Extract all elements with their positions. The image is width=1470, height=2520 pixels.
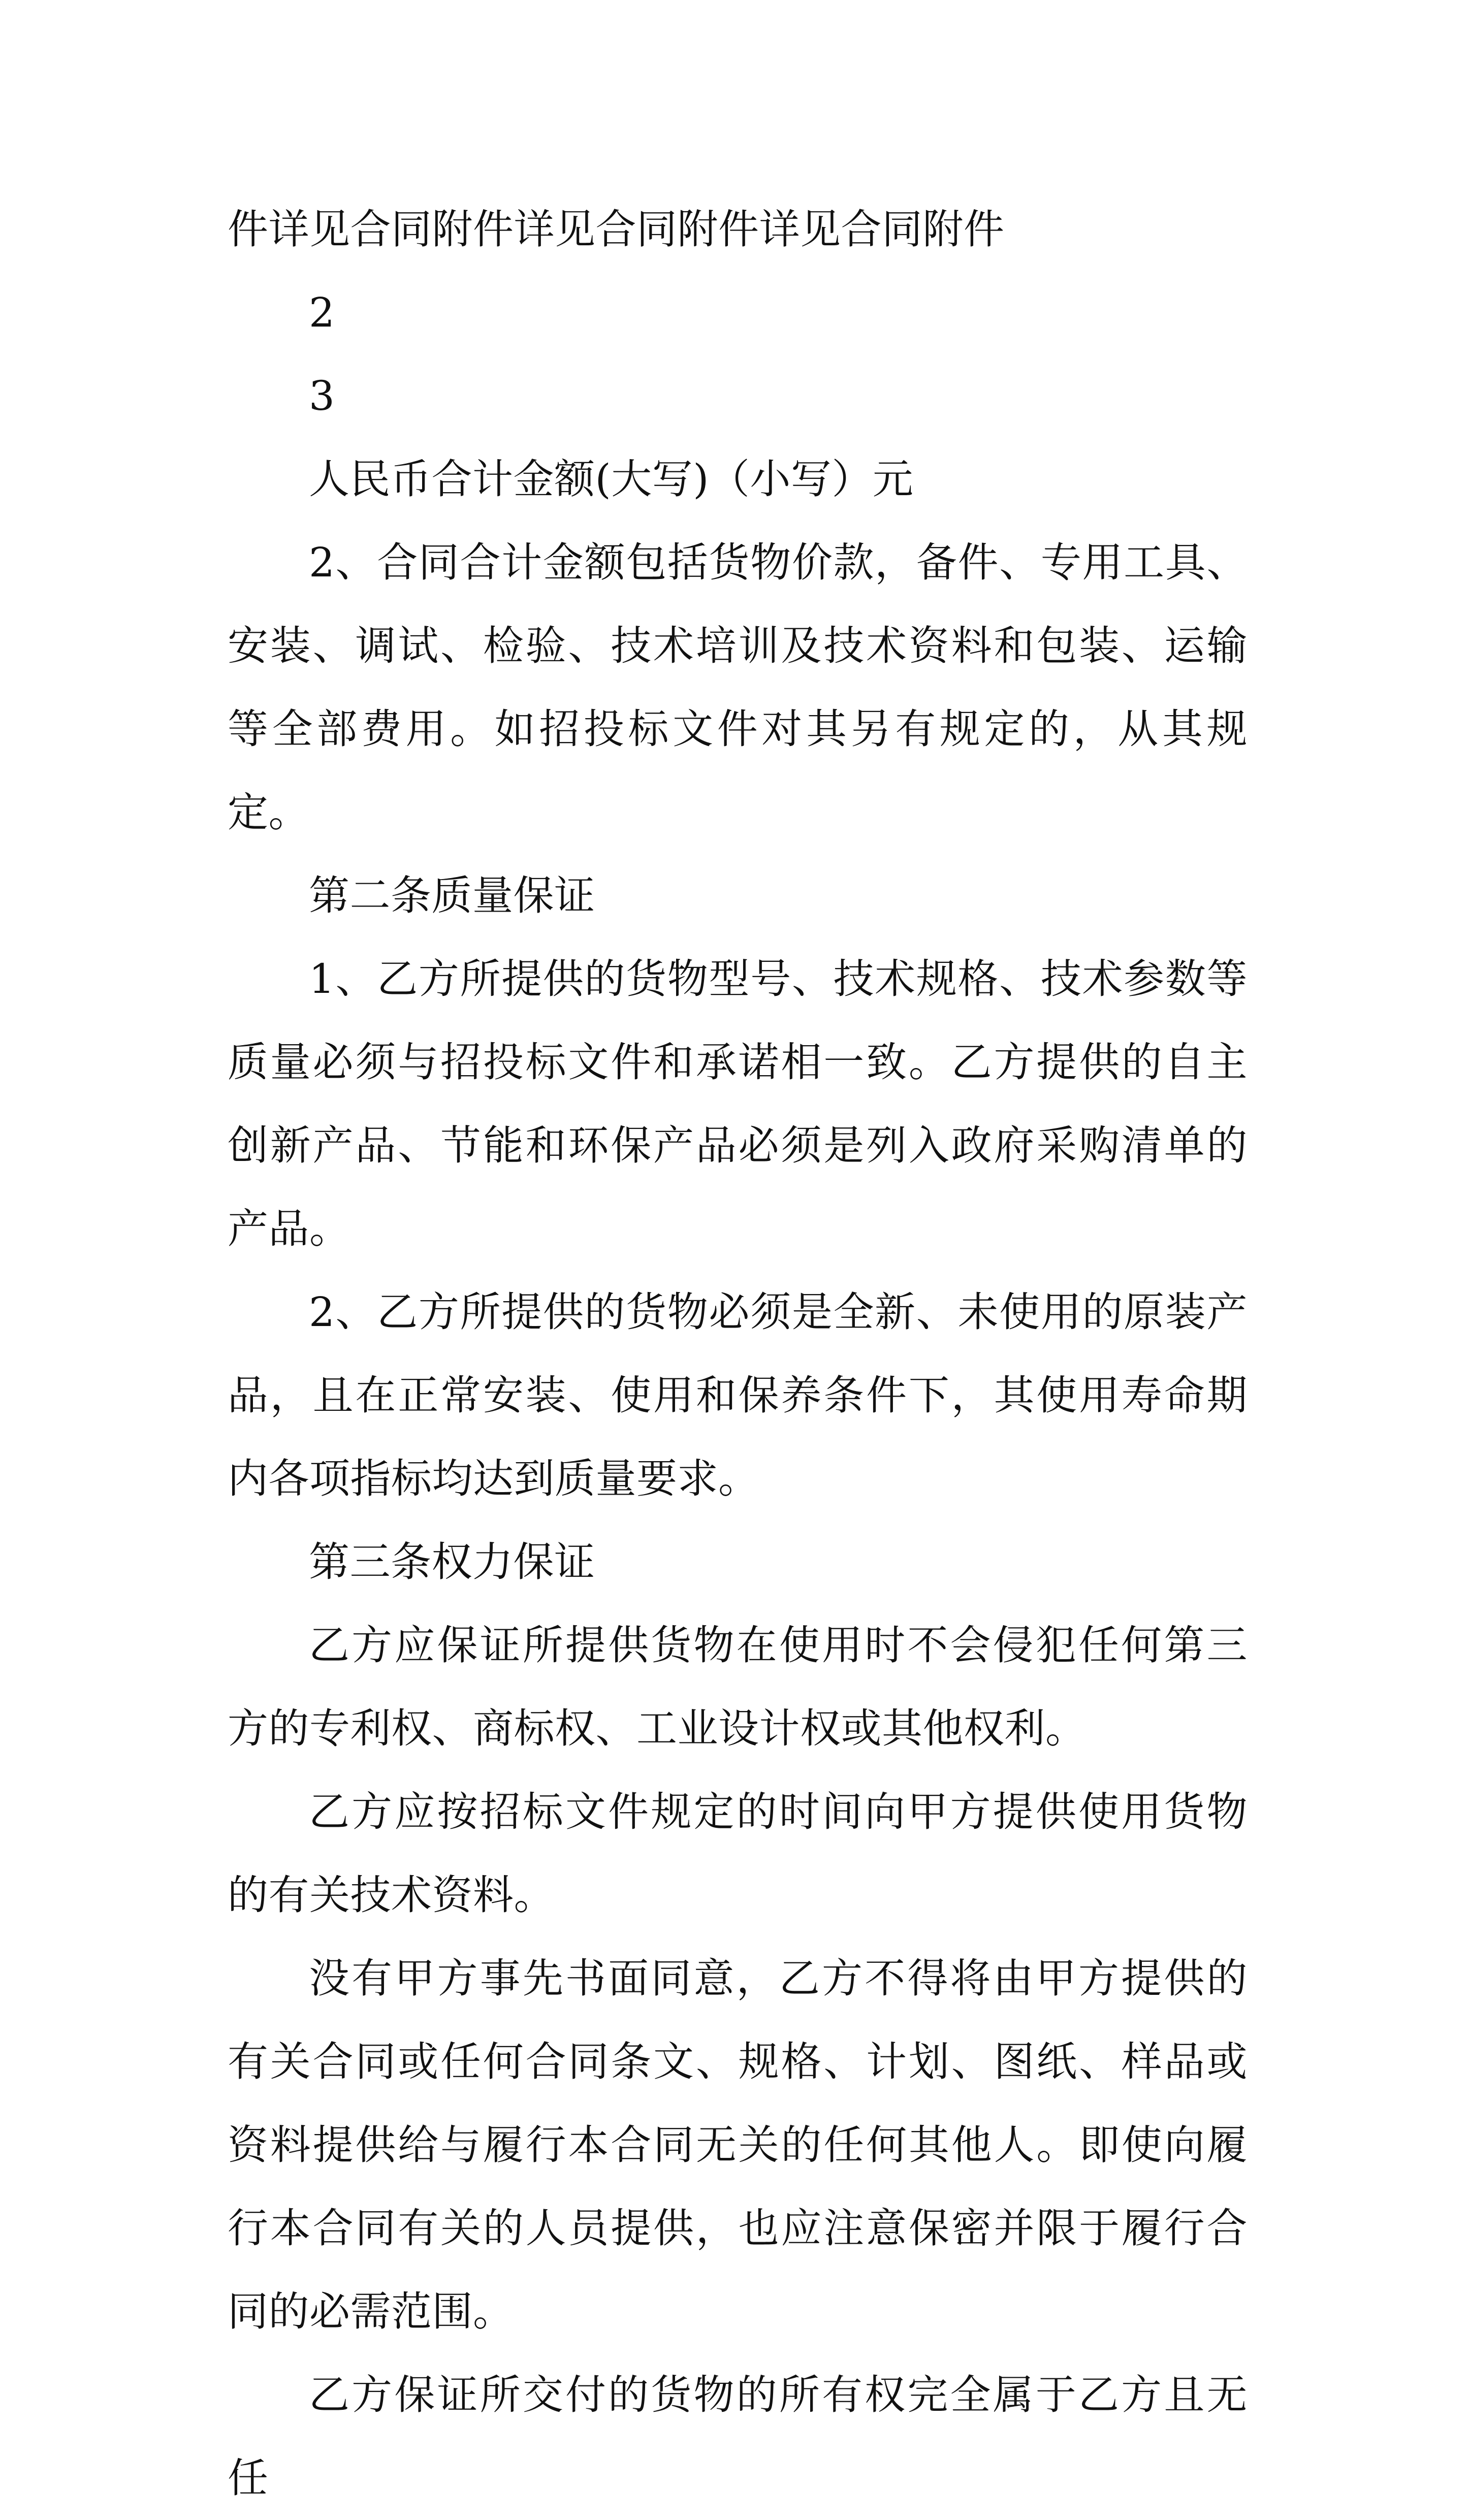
paragraph-attachment-ref: 件详见合同附件详见合同附件详见合同附件	[228, 206, 1005, 253]
section-heading-rights: 第三条权力保证	[309, 1538, 595, 1586]
paragraph-item-2: 2	[309, 289, 335, 336]
paragraph-total-amount: 人民币合计金额(大写)（小写）元	[309, 456, 914, 503]
paragraph-rights-3: 没有甲方事先书面同意，乙方不得将由甲方提供的有关合同或任何合同条文、规格、计划、图纸、样品或资料提供给与履行本合同无关的任何其他人。即使向履行本合同有关的人员提供，也应注意保密并限于履行合同的必需范围。	[228, 1955, 1248, 2335]
paragraph-rights-2: 乙方应按招标文件规定的时间向甲方提供使用货物的有关技术资料。	[228, 1788, 1248, 1919]
document-body	[228, 188, 1248, 2520]
paragraph-quality-1: 1、乙方所提供的货物型号、技术规格、技术参数等质量必须与招投标文件和承诺相一致。乙方提供的自主创新产品、节能和环保产品必须是列入政府采购清单的产品。	[228, 955, 1248, 1252]
section-heading-quality: 第二条质量保证	[309, 872, 595, 919]
paragraph-rights-4: 乙方保证所交付的货物的所有权完全属于乙方且无任	[228, 2371, 1248, 2502]
paragraph-rights-1: 乙方应保证所提供货物在使用时不会侵犯任何第三方的专利权、商标权、工业设计权或其他权利。	[228, 1622, 1248, 1752]
paragraph-amount-includes: 2、合同合计金额包括货物价款，备件、专用工具、安装、调试、检验、技术培训及技术资料和包装、运输等全部费用。如招投标文件对其另有规定的，从其规定。	[228, 539, 1248, 836]
paragraph-quality-2: 2、乙方所提供的货物必须是全新、未使用的原装产品，且在正常安装、使用和保养条件下，其使用寿命期内各项指标均达到质量要求。	[228, 1288, 1248, 1502]
paragraph-item-3: 3	[309, 372, 335, 419]
